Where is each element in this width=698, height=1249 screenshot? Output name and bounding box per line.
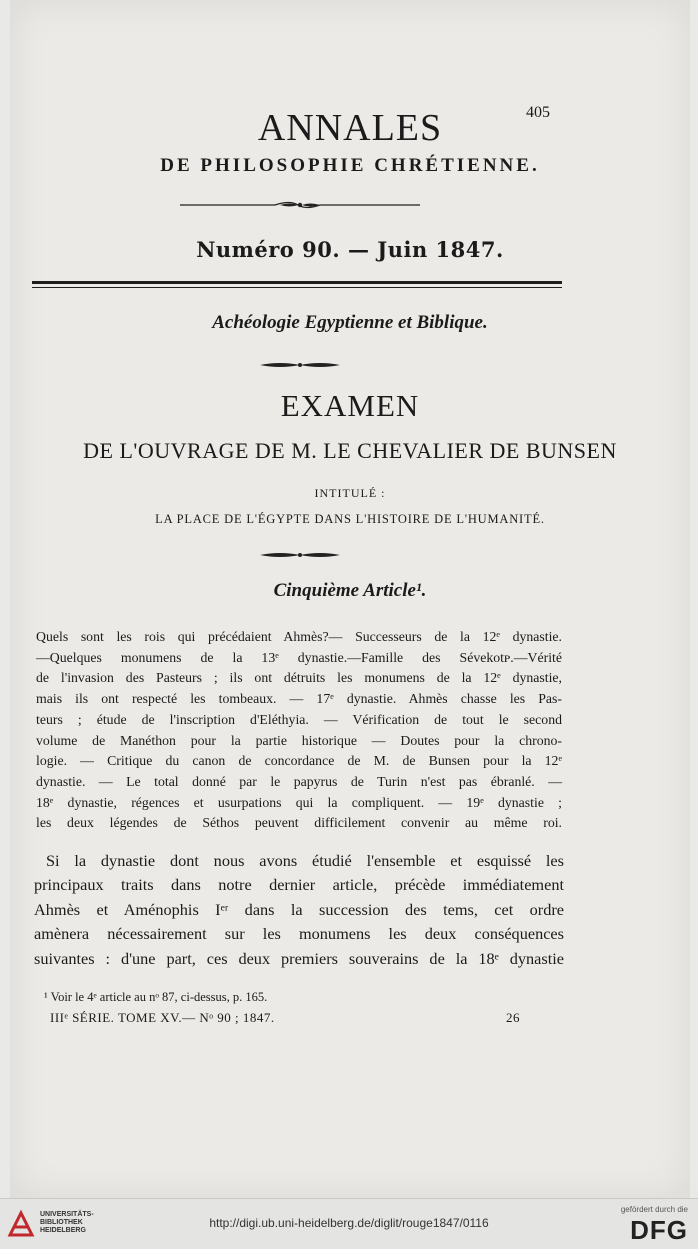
summary-line: de l'invasion des Pasteurs ; ils ont détruits les monumens de la 12ᵉ dynastie, — [36, 670, 562, 686]
body-line: principaux traits dans notre dernier article, précède immédiatement — [34, 875, 564, 895]
summary-line: les deux légendes de Séthos peuvent difficilement convenir au même roi. — [36, 815, 562, 831]
summary-line: volume de Manéthon pour la partie historique — Doutes pour la chrono- — [36, 732, 562, 748]
library-name-line: HEIDELBERG — [40, 1227, 86, 1234]
article-work-subtitle: LA PLACE DE L'ÉGYPTE DANS L'HISTOIRE DE L'HUMANITÉ. — [155, 512, 545, 526]
summary-line: mais ils ont respecté les tombeaux. — 17ᵉ dynastie. Ahmès chasse les Pas- — [36, 691, 562, 707]
body-line: Si la dynastie dont nous avons étudié l'ensemble et esquissé les — [46, 851, 564, 870]
ornament-rule-icon — [180, 198, 420, 212]
signature-sheet-number: 26 — [506, 1010, 520, 1025]
article-part-heading: Cinquième Article¹. — [273, 580, 427, 601]
section-heading: Achéologie Egyptienne et Biblique. — [212, 312, 488, 333]
article-intitule: INTITULÉ : — [314, 486, 386, 500]
ornament-small-icon — [260, 550, 340, 560]
signature-line — [50, 1010, 520, 1026]
library-name-line: BIBLIOTHEK — [40, 1219, 83, 1226]
page-number: 405 — [526, 104, 550, 121]
permalink-url[interactable]: http://digi.ub.uni-heidelberg.de/diglit/rouge1847/0116 — [209, 1216, 489, 1230]
body-line: suivantes : d'une part, ces deux premiers souverains de la 18ᵉ dynastie — [34, 948, 564, 968]
summary-line: —Quelques monumens de la 13ᵉ dynastie.—Famille des Sévekotᴘ.—Vérité — [36, 649, 562, 665]
journal-subtitle: DE PHILOSOPHIE CHRÉTIENNE. — [160, 155, 540, 176]
body-line: amènera nécessairement sur les monumens les deux conséquences — [34, 924, 564, 944]
body-line: Ahmès et Aménophis Iᵉʳ dans la succession des tems, cet ordre — [34, 899, 564, 919]
viewer-footer-bar — [0, 1198, 698, 1249]
ornament-small-icon — [260, 360, 340, 370]
summary-line: Quels sont les rois qui précédaient Ahmès?— Successeurs de la 12ᵉ dynastie. — [36, 629, 562, 644]
dfg-logo[interactable]: DFG — [630, 1215, 688, 1245]
library-name-line: UNIVERSITÄTS- — [40, 1211, 94, 1218]
summary-line: teurs ; étude de l'inscription d'Eléthyia. — Vérification de tout le second — [36, 711, 562, 727]
article-summary — [36, 627, 562, 834]
signature-series: IIIᵉ SÉRIE. TOME XV.— Nᵒ 90 ; 1847. — [50, 1010, 275, 1025]
funded-by-label: gefördert durch die — [620, 1205, 688, 1214]
article-work-title: DE L'OUVRAGE DE M. LE CHEVALIER DE BUNSEN — [83, 438, 617, 463]
issue-line: Numéro 90. — Juin 1847. — [196, 237, 504, 262]
journal-title: ANNALES — [257, 107, 443, 149]
summary-line: logie. — Critique du canon de concordance de M. de Bunsen pour la 12ᵉ — [36, 753, 562, 769]
double-rule-thick — [32, 281, 562, 284]
article-main-title: EXAMEN — [280, 388, 420, 423]
summary-line: 18ᵉ dynastie, régences et usurpations qui la compliquent. — 19ᵉ dynastie ; — [36, 794, 562, 810]
body-paragraph — [34, 849, 564, 971]
double-rule-thin — [32, 287, 562, 288]
summary-line: dynastie. — Le total donné par le papyrus de Turin n'est pas ébranlé. — — [36, 773, 562, 789]
scanned-page — [10, 0, 690, 1198]
footnote: ¹ Voir le 4ᵉ article au nᵒ 87, ci-dessus, p. 165. — [44, 990, 268, 1004]
